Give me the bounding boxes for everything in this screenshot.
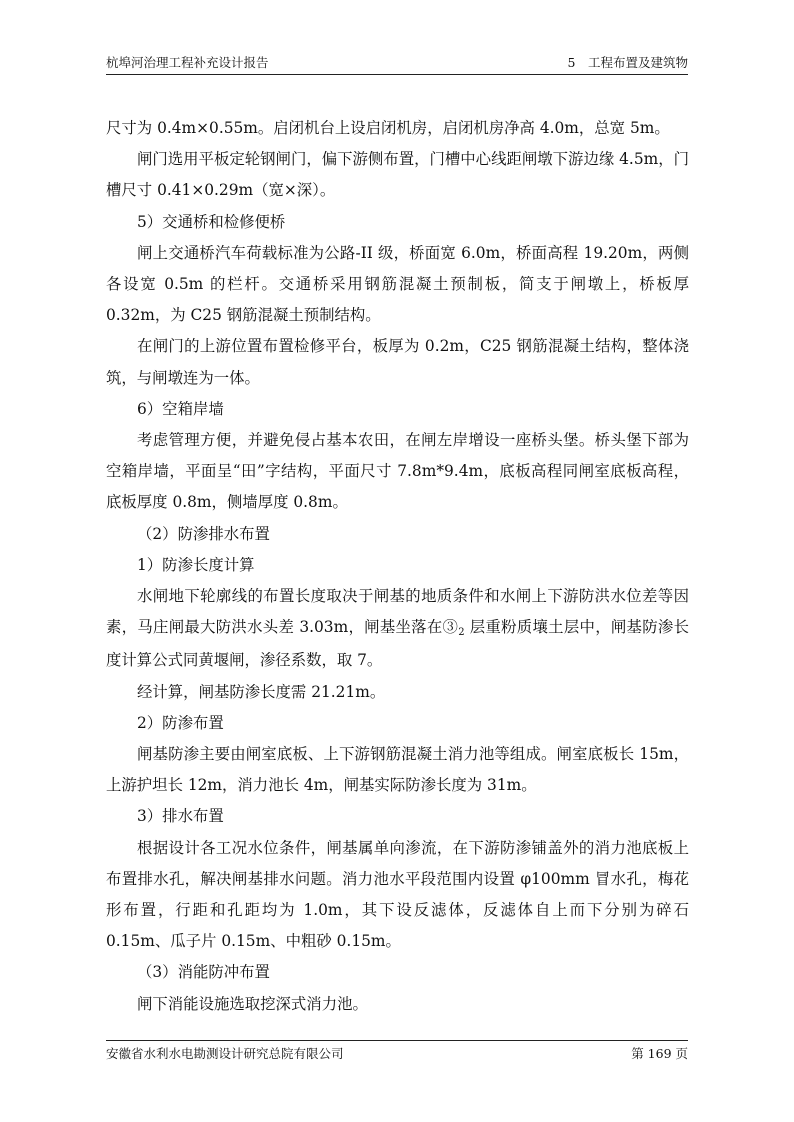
paragraph-10 (106, 581, 689, 677)
document-body (106, 113, 689, 1020)
paragraph-10-before: 水闸地下轮廓线的布置长度取决于闸基的地质条件和水闸上下游防洪水位差等因素，马庄闸最大防洪水头差 3.03m，闸基坐落在③ (106, 587, 689, 637)
heading-energy-dissipation: （3）消能防冲布置 (137, 963, 270, 982)
paragraph-17: 闸下消能设施选取挖深式消力池。 (137, 994, 368, 1013)
page-footer (106, 1040, 688, 1064)
footer-organization: 安徽省水利水电勘测设计研究总院有限公司 (106, 1046, 344, 1061)
heading-drainage-layout: 3）排水布置 (137, 807, 224, 826)
heading-seepage-length: 1）防渗长度计算 (137, 555, 255, 574)
paragraph-2: 闸门选用平板定轮钢闸门，偏下游侧布置，门槽中心线距闸墩下游边缘 4.5m，门槽尺寸 0.41×0.29m（宽×深）。 (106, 150, 689, 200)
paragraph-5: 在闸门的上游位置布置检修平台，板厚为 0.2m，C25 钢筋混凝土结构，整体浇筑，与闸墩连为一体。 (106, 337, 689, 387)
paragraph-11: 经计算，闸基防渗长度需 21.21m。 (137, 682, 386, 701)
paragraph-4: 闸上交通桥汽车荷载标准为公路-II 级，桥面宽 6.0m，桥面高程 19.20m，两侧各设宽 0.5m 的栏杆。交通桥采用钢筋混凝土预制板，简支于闸墩上，桥板厚 0.32m，为 C25 钢筋混凝土预制结构。 (106, 243, 689, 325)
footer-page-number: 第 169 页 (631, 1046, 688, 1061)
paragraph-7: 考虑管理方便，并避免侵占基本农田，在闸左岸增设一座桥头堡。桥头堡下部为空箱岸墙，平面呈“田”字结构，平面尺寸 7.8m*9.4m，底板高程同闸室底板高程，底板厚度 0.8m，侧墙厚度 0.8m。 (106, 431, 689, 512)
heading-hollow-wall: 6）空箱岸墙 (137, 399, 224, 418)
heading-seepage-drainage: （2）防渗排水布置 (137, 524, 270, 543)
paragraph-1: 尺寸为 0.4m×0.55m。启闭机台上设启闭机房，启闭机房净高 4.0m，总宽 5m。 (106, 119, 670, 137)
heading-traffic-bridge: 5）交通桥和检修便桥 (137, 212, 286, 231)
subscript: 2 (458, 627, 465, 639)
header-chapter-title: 5 工程布置及建筑物 (567, 55, 688, 70)
paragraph-13: 闸基防渗主要由闸室底板、上下游钢筋混凝土消力池等组成。闸室底板长 15m，上游护坦长 12m，消力池长 4m，闸基实际防渗长度为 31m。 (106, 745, 689, 795)
heading-seepage-layout: 2）防渗布置 (137, 713, 224, 732)
header-report-title: 杭埠河治理工程补充设计报告 (106, 55, 269, 70)
page-header (106, 54, 688, 75)
paragraph-15: 根据设计各工况水位条件，闸基属单向渗流，在下游防渗铺盖外的消力池底板上布置排水孔，解决闸基排水问题。消力池水平段范围内设置 φ100mm 冒水孔，梅花形布置，行距和孔距均为 1.0m，其下设反滤体，反滤体自上而下分别为碎石 0.15m、瓜子片 0.15m、中粗砂 0.15m。 (106, 838, 689, 951)
paragraph-10-after: 层重粉质壤土层中，闸基防渗长度计算公式同黄堰闸，渗径系数，取 7。 (106, 618, 689, 670)
